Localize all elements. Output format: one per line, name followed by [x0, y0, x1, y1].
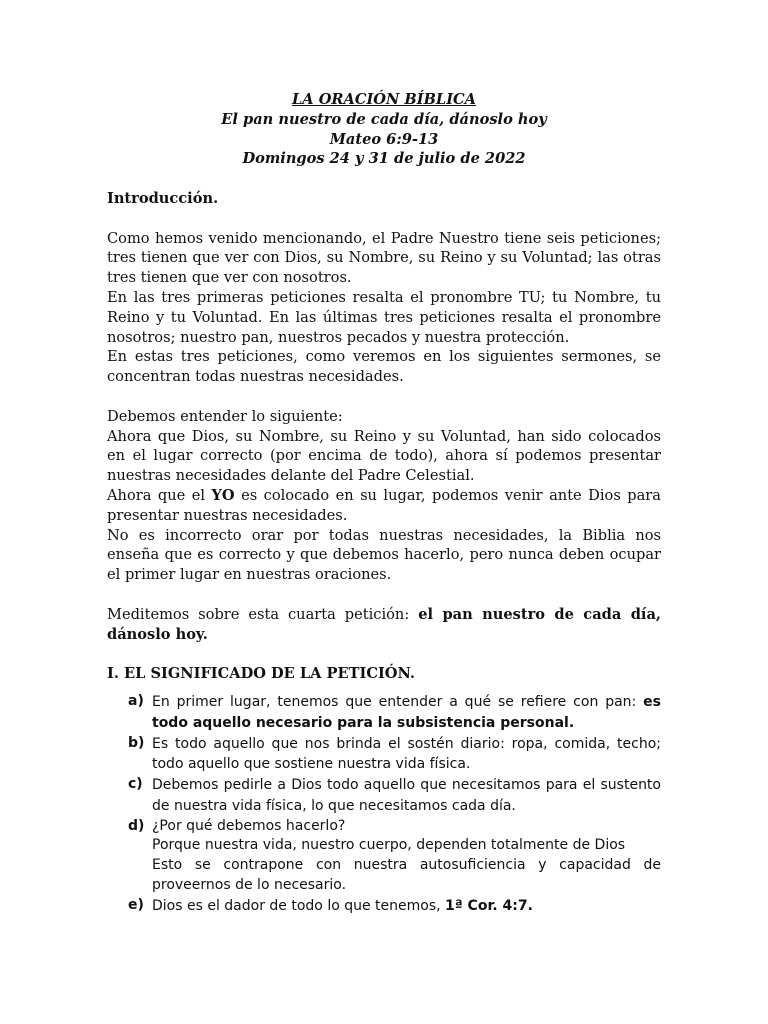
petition-meaning-list [107, 692, 661, 917]
sermon-subtitle: El pan nuestro de cada día, dánoslo hoy [221, 110, 547, 128]
understand-paragraph-1: Debemos entender lo siguiente: [107, 407, 343, 425]
list-item: c) Debemos pedirle a Dios todo aquello que necesitamos para el sustento de nuestra vida física, lo que necesitamos cada día. [128, 776, 661, 814]
list-item-label: a) [128, 692, 144, 709]
list-item-label: b) [128, 734, 145, 751]
list-item-label: d) [128, 817, 145, 834]
document-title-block [107, 90, 661, 169]
list-item: b) Es todo aquello que nos brinda el sostén diario: ropa, comida, techo; todo aquello que sostiene nuestra vida física. [128, 734, 661, 773]
intro-paragraph-3: En estas tres peticiones, como veremos en los siguientes sermones, se concentran todas nuestras necesidades. [107, 348, 661, 386]
list-item-label: e) [128, 896, 144, 913]
document-page [107, 90, 661, 917]
list-item: d) ¿Por qué debemos hacerlo? Porque nuestra vida, nuestro cuerpo, dependen totalmente de Dios Esto se contrapone con nuestra autosuficiencia y capacidad de proveernos de lo necesario. [128, 817, 661, 894]
list-item: a) En primer lugar, tenemos que entender a qué se refiere con pan: es todo aquello necesario para la subsistencia personal. [128, 692, 661, 731]
list-item-label: c) [128, 776, 143, 793]
sermon-dates: Domingos 24 y 31 de julio de 2022 [242, 150, 526, 168]
section-1-heading: I. EL SIGNIFICADO DE LA PETICIÓN. [107, 665, 415, 683]
list-item: e) Dios es el dador de todo lo que tenemos, 1ª Cor. 4:7. [128, 896, 533, 914]
intro-paragraph-2: En las tres primeras peticiones resalta el pronombre TU; tu Nombre, tu Reino y tu Voluntad. En las últimas tres peticiones resalta el pronombre nosotros; nuestro pan, nuestros pecados y nuestra protección. [107, 288, 661, 346]
understand-paragraph-2: Ahora que Dios, su Nombre, su Reino y su Voluntad, han sido colocados en el lugar correcto (por encima de todo), ahora sí podemos presentar nuestras necesidades delante del Padre Celestial. [107, 427, 661, 485]
understand-paragraph-3: Ahora que el YO es colocado en su lugar, podemos venir ante Dios para presentar nuestras necesidades. [107, 486, 661, 524]
document-title: LA ORACIÓN BÍBLICA [292, 91, 476, 108]
scripture-reference: Mateo 6:9-13 [329, 130, 439, 148]
intro-heading: Introducción. [107, 189, 219, 207]
meditate-paragraph: Meditemos sobre esta cuarta petición: el pan nuestro de cada día, dánoslo hoy. [107, 605, 662, 643]
intro-paragraph-1: Como hemos venido mencionando, el Padre Nuestro tiene seis peticiones; tres tienen que ver con Dios, su Nombre, su Reino y su Voluntad; las otras tres tienen que ver con nosotros. [107, 229, 661, 287]
understand-paragraph-4: No es incorrecto orar por todas nuestras necesidades, la Biblia nos enseña que es correcto y que debemos hacerlo, pero nunca deben ocupar el primer lugar en nuestras oraciones. [107, 526, 661, 584]
